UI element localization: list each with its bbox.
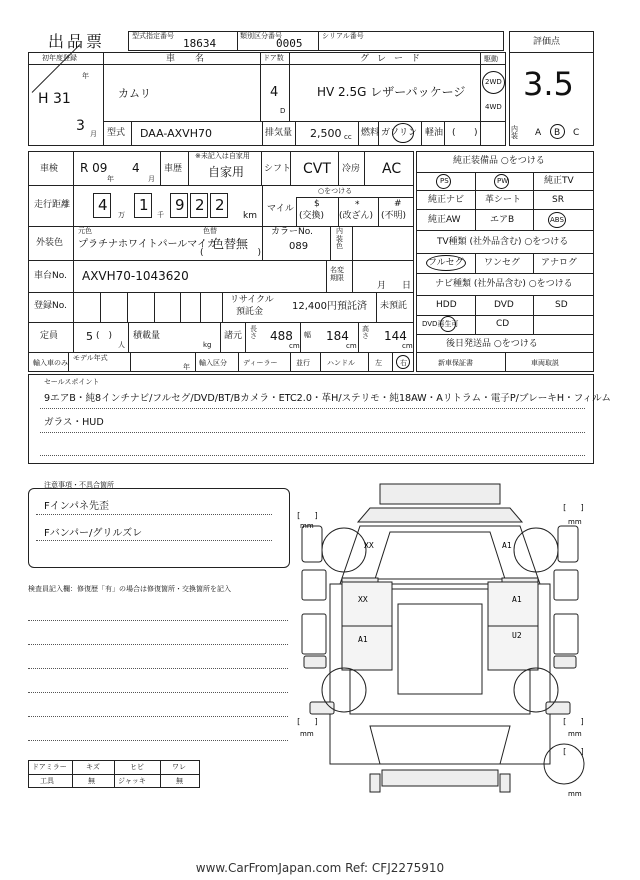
import-type-label: 輸入区分	[199, 359, 227, 367]
equip-aw: 純正AW	[428, 215, 461, 225]
model-year-unit: 年	[183, 363, 190, 371]
damage-mark-2: A1	[502, 541, 512, 550]
grade-value: HV 2.5G レザーパッケージ	[317, 85, 466, 99]
equip-ps: PS	[440, 177, 449, 185]
displacement-label: 排気量	[265, 128, 293, 138]
equip-leather: 革シート	[485, 195, 522, 205]
first-reg-year-unit: 年	[82, 72, 89, 80]
equip-tv: 純正TV	[544, 176, 574, 186]
width-value: 184	[326, 329, 349, 343]
legend-scratch: キズ	[86, 763, 100, 771]
page-title: 出品票	[48, 32, 106, 51]
svg-text:[: [	[296, 511, 301, 520]
mm-label-2: mm	[568, 518, 582, 526]
damage-mark-1: XX	[364, 541, 374, 550]
navi-cd: CD	[496, 319, 510, 329]
interior-b: B	[554, 128, 561, 138]
car-name: カムリ	[118, 87, 151, 100]
model-year-label: モデル年式	[73, 354, 108, 362]
damage-mark-4: A1	[512, 595, 522, 604]
damage-mark-6: U2	[512, 631, 522, 640]
serial-label: シリアル番号	[322, 32, 364, 40]
mileage-tampered: (改ざん)	[339, 211, 374, 221]
handle-label: ハンドル	[327, 359, 355, 367]
grade-label: グレード	[360, 54, 429, 64]
recycle-value: 12,400円預託済	[292, 301, 367, 312]
mileage-sen-unit: 千	[157, 211, 164, 219]
width-unit: cm	[346, 342, 357, 350]
fuel-label: 燃料	[361, 128, 380, 138]
shift-value: CVT	[303, 161, 331, 177]
svg-text:]: ]	[580, 503, 585, 512]
shaken-year-unit: 年	[107, 175, 114, 183]
height-unit: cm	[402, 342, 413, 350]
legend-jack-value: 無	[176, 777, 183, 785]
color-paint: 色替無	[212, 237, 249, 251]
length-value: 488	[270, 329, 293, 343]
drive-4wd: 4WD	[485, 103, 502, 111]
import-parallel: 並行	[296, 359, 310, 367]
svg-text:[: [	[296, 717, 301, 726]
later-warranty: 新車保証書	[438, 359, 473, 367]
equip-abs: ABS	[550, 216, 564, 224]
mileage-digit-1: 4	[98, 196, 108, 214]
mileage-label: 走行距離	[34, 200, 71, 210]
damage-mark-5: A1	[358, 635, 368, 644]
navi-dvd: DVD	[494, 300, 514, 310]
interior-c: C	[573, 128, 580, 138]
interior-label: 内装	[511, 125, 518, 140]
shaken-month: 4	[132, 161, 140, 175]
shaken-era: R 09	[80, 161, 108, 175]
navi-header: ナビ種類 (社外品含む) ○をつける	[435, 279, 573, 289]
name-change-day: 日	[402, 281, 412, 291]
first-reg-month-unit: 月	[90, 130, 97, 138]
chassis-label: 車台No.	[34, 271, 67, 281]
shift-label: シフト	[264, 164, 292, 174]
mileage-man-unit: 万	[118, 211, 125, 219]
svg-text:]: ]	[314, 717, 319, 726]
mm-label-5: mm	[568, 790, 582, 798]
drive-2wd: 2WD	[485, 78, 502, 86]
model-code: 18634	[183, 37, 217, 50]
mileage-unknown: (不明)	[381, 211, 407, 221]
type-value: DAA-AXVH70	[140, 127, 212, 140]
length-label: 長さ	[250, 325, 257, 340]
navi-hdd: HDD	[436, 300, 457, 310]
load-label: 積載量	[133, 331, 161, 341]
fuel-diesel: 軽油	[425, 128, 444, 138]
door-label: ドア数	[263, 54, 284, 62]
footer-watermark: www.CarFromJapan.com Ref: CFJ2275910	[195, 861, 445, 875]
color-orig-label: 元色	[78, 227, 92, 235]
mileage-unit: km	[243, 211, 257, 221]
color-orig: プラチナホワイトパールマイカ	[78, 239, 217, 250]
color-code: 089	[289, 241, 309, 252]
regno-label: 登録No.	[34, 301, 67, 311]
shaken-label: 車検	[40, 164, 59, 174]
length-unit: cm	[289, 342, 300, 350]
mm-label-3: mm	[300, 730, 314, 738]
history-label: 車歴	[164, 164, 183, 174]
class-code-label: 類別区分番号	[240, 32, 282, 40]
model-code-label: 型式指定番号	[132, 32, 174, 40]
car-damage-diagram	[290, 474, 600, 804]
width-label: 幅	[304, 331, 311, 339]
mileage-hash: #	[394, 199, 402, 209]
svg-text:[: [	[562, 747, 567, 756]
load-unit: kg	[203, 341, 212, 349]
notes-line-2: Fバンパー/グリルズレ	[44, 528, 143, 539]
equip-airbag: エアB	[490, 215, 515, 225]
navi-sd: SD	[555, 300, 568, 310]
capacity-paren: ( )	[96, 331, 113, 341]
car-name-label: 車名	[166, 54, 225, 64]
legend-tools: 工具	[40, 777, 54, 785]
equip-header: 純正装備品 ○をつける	[453, 156, 545, 166]
mileage-digit-2: 1	[139, 196, 149, 214]
tv-analog: アナログ	[541, 258, 578, 268]
interior-color-label: 内装色	[336, 227, 343, 251]
capacity-unit: 人	[118, 341, 125, 349]
equip-sr: SR	[552, 195, 564, 205]
import-label: 輸入車のみ	[33, 359, 68, 367]
tv-header: TV種類 (社外品含む) ○をつける	[437, 237, 569, 247]
handle-left: 左	[375, 359, 382, 367]
notes-label: 注意事項・不具合箇所	[44, 481, 114, 489]
door-suffix: D	[280, 107, 286, 115]
dim-label: 諸元	[224, 331, 243, 341]
class-code: 0005	[276, 37, 303, 50]
capacity-value: 5	[86, 330, 93, 343]
navi-dvd-play: DVD再生可	[422, 320, 459, 328]
legend-tools-value: 無	[88, 777, 95, 785]
legend-crack: ヒビ	[130, 763, 144, 771]
color-paint-label: 色替	[203, 227, 217, 235]
later-header: 後日発送品 ○をつける	[446, 339, 538, 349]
legend-jack: ジャッキ	[118, 777, 146, 785]
color-paren: ( )	[200, 248, 262, 258]
drive-label: 駆動	[484, 55, 498, 63]
svg-text:[: [	[562, 503, 567, 512]
first-reg-label: 初年度登録	[42, 54, 77, 62]
name-change-month: 月	[377, 281, 387, 291]
notes-line-1: Fインパネ先歪	[44, 501, 110, 512]
chassis-value: AXVH70-1043620	[82, 269, 189, 283]
svg-text:[: [	[562, 717, 567, 726]
legend-cracked: ワレ	[172, 763, 186, 771]
mileage-star: *	[355, 200, 360, 210]
type-label: 型式	[107, 128, 126, 138]
sales-point-box	[28, 374, 594, 464]
color-label: 外装色	[36, 238, 64, 248]
sales-point-line-1: 9エアB・純8インチナビ/フルセグ/DVD/BT/Bカメラ・ETC2.0・革H/ステリモ・純18AW・Aリトラム・電子P/ブレーキH・フィルム	[44, 393, 611, 404]
capacity-label: 定員	[40, 331, 59, 341]
first-reg-era: H 31	[38, 91, 71, 107]
tv-fullseg: フルセグ	[428, 258, 464, 268]
mileage-digit-4: 2	[195, 196, 205, 214]
tv-oneseg: ワンセグ	[484, 258, 521, 268]
rating-label: 評価点	[533, 37, 561, 47]
fuel-gasoline: ガソリン	[381, 128, 418, 138]
later-manual: 車両取説	[531, 359, 559, 367]
equip-navi: 純正ナビ	[428, 195, 465, 205]
svg-text:]: ]	[580, 747, 585, 756]
rating-value: 3.5	[523, 65, 574, 103]
mm-label-4: mm	[568, 730, 582, 738]
damage-mark-3: XX	[358, 595, 368, 604]
inspector-note: 検査員記入欄：修復歴「有」の場合は修復箇所・交換箇所を記入	[28, 585, 231, 593]
sales-point-label: セールスポイント	[44, 378, 100, 386]
first-reg-month: 3	[76, 118, 85, 134]
color-code-label: カラーNo.	[271, 227, 313, 237]
recycle-label-1: リサイクル	[230, 295, 274, 305]
interior-a: A	[535, 128, 542, 138]
mileage-digit-3: 9	[175, 196, 185, 214]
recycle-unpaid: 未預託	[380, 301, 408, 311]
mileage-circle-note: ○をつける	[318, 187, 353, 195]
ac-label: 冷房	[342, 164, 361, 174]
equip-pw: PW	[497, 177, 509, 185]
import-dealer: ディーラー	[243, 359, 278, 367]
mm-label-1: mm	[300, 522, 314, 530]
ac-value: AC	[382, 161, 402, 177]
sales-point-line-2: ガラス・HUD	[44, 417, 104, 428]
displacement-value: 2,500	[310, 127, 342, 140]
mileage-digit-5: 2	[215, 196, 225, 214]
door-count: 4	[270, 85, 279, 100]
height-label: 高さ	[362, 325, 369, 340]
name-change-label: 名変期限	[330, 266, 344, 283]
svg-text:]: ]	[580, 717, 585, 726]
legend-mirror: ドアミラー	[32, 763, 67, 771]
handle-right: 右	[400, 359, 407, 367]
svg-text:]: ]	[314, 511, 319, 520]
mileage-mile: マイル	[267, 204, 294, 214]
displacement-unit: cc	[344, 133, 352, 141]
height-value: 144	[384, 329, 407, 343]
history-value: 自家用	[208, 165, 245, 179]
shaken-month-unit: 月	[148, 175, 155, 183]
mileage-dollar: $	[314, 199, 320, 209]
recycle-label-2: 預託金	[236, 307, 264, 317]
mileage-exchange: (交換)	[299, 211, 325, 221]
history-note: ※未記入は自家用	[195, 152, 250, 160]
